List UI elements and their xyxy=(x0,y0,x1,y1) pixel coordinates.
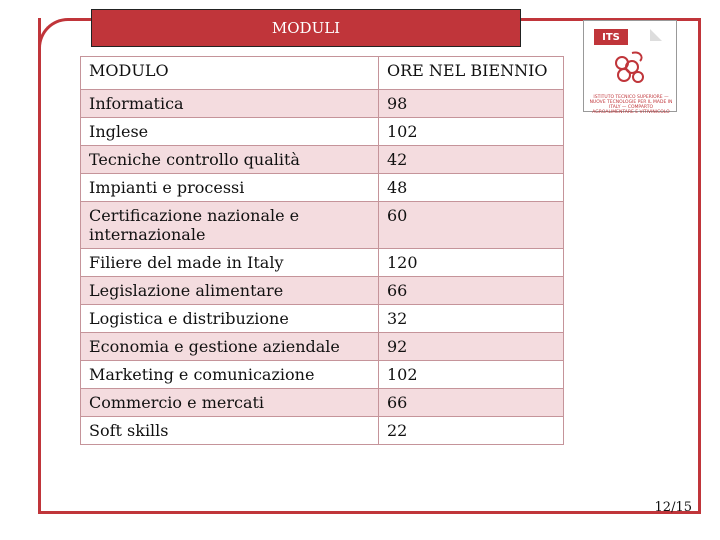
document-logo-icon xyxy=(610,49,652,91)
cell-ore: 92 xyxy=(379,333,564,361)
cell-modulo: Legislazione alimentare xyxy=(81,277,379,305)
logo-tag: ITS xyxy=(594,29,628,45)
cell-modulo: Marketing e comunicazione xyxy=(81,361,379,389)
table-row xyxy=(81,146,564,174)
page-number: 12/15 xyxy=(654,500,692,515)
cell-ore: 98 xyxy=(379,90,564,118)
cell-ore: 66 xyxy=(379,389,564,417)
cell-ore: 120 xyxy=(379,249,564,277)
table-row xyxy=(81,249,564,277)
table-row xyxy=(81,305,564,333)
cell-modulo: Logistica e distribuzione xyxy=(81,305,379,333)
frame-right-border xyxy=(698,18,701,514)
cell-modulo: Commercio e mercati xyxy=(81,389,379,417)
cell-ore: 60 xyxy=(379,202,564,249)
table-row xyxy=(81,417,564,445)
table-row xyxy=(81,361,564,389)
cell-ore: 48 xyxy=(379,174,564,202)
table-row xyxy=(81,277,564,305)
cell-ore: 102 xyxy=(379,118,564,146)
cell-modulo: Economia e gestione aziendale xyxy=(81,333,379,361)
its-logo xyxy=(583,20,677,115)
table-row xyxy=(81,90,564,118)
table-header-row xyxy=(81,57,564,90)
cell-ore: 22 xyxy=(379,417,564,445)
logo-caption: ISTITUTO TECNICO SUPERIORE — NUOVE TECNOLOGIE PER IL MADE IN ITALY — COMPARTO AGROALIMENTARE E VITIVINICOLO xyxy=(589,95,673,115)
cell-modulo: Inglese xyxy=(81,118,379,146)
cell-ore: 66 xyxy=(379,277,564,305)
moduli-table xyxy=(80,56,564,445)
cell-modulo: Impianti e processi xyxy=(81,174,379,202)
cell-modulo: Filiere del made in Italy xyxy=(81,249,379,277)
cell-ore: 42 xyxy=(379,146,564,174)
table-row xyxy=(81,202,564,249)
header-ore: ORE NEL BIENNIO xyxy=(379,57,564,90)
cell-modulo: Tecniche controllo qualità xyxy=(81,146,379,174)
cell-modulo: Informatica xyxy=(81,90,379,118)
document-fold-icon xyxy=(650,29,662,41)
table-row xyxy=(81,118,564,146)
table-row xyxy=(81,174,564,202)
cell-ore: 102 xyxy=(379,361,564,389)
table-row xyxy=(81,333,564,361)
slide-title: MODULI xyxy=(91,9,521,47)
table-row xyxy=(81,389,564,417)
header-modulo: MODULO xyxy=(81,57,379,90)
cell-modulo: Soft skills xyxy=(81,417,379,445)
cell-ore: 32 xyxy=(379,305,564,333)
cell-modulo: Certificazione nazionale e internazionale xyxy=(81,202,379,249)
